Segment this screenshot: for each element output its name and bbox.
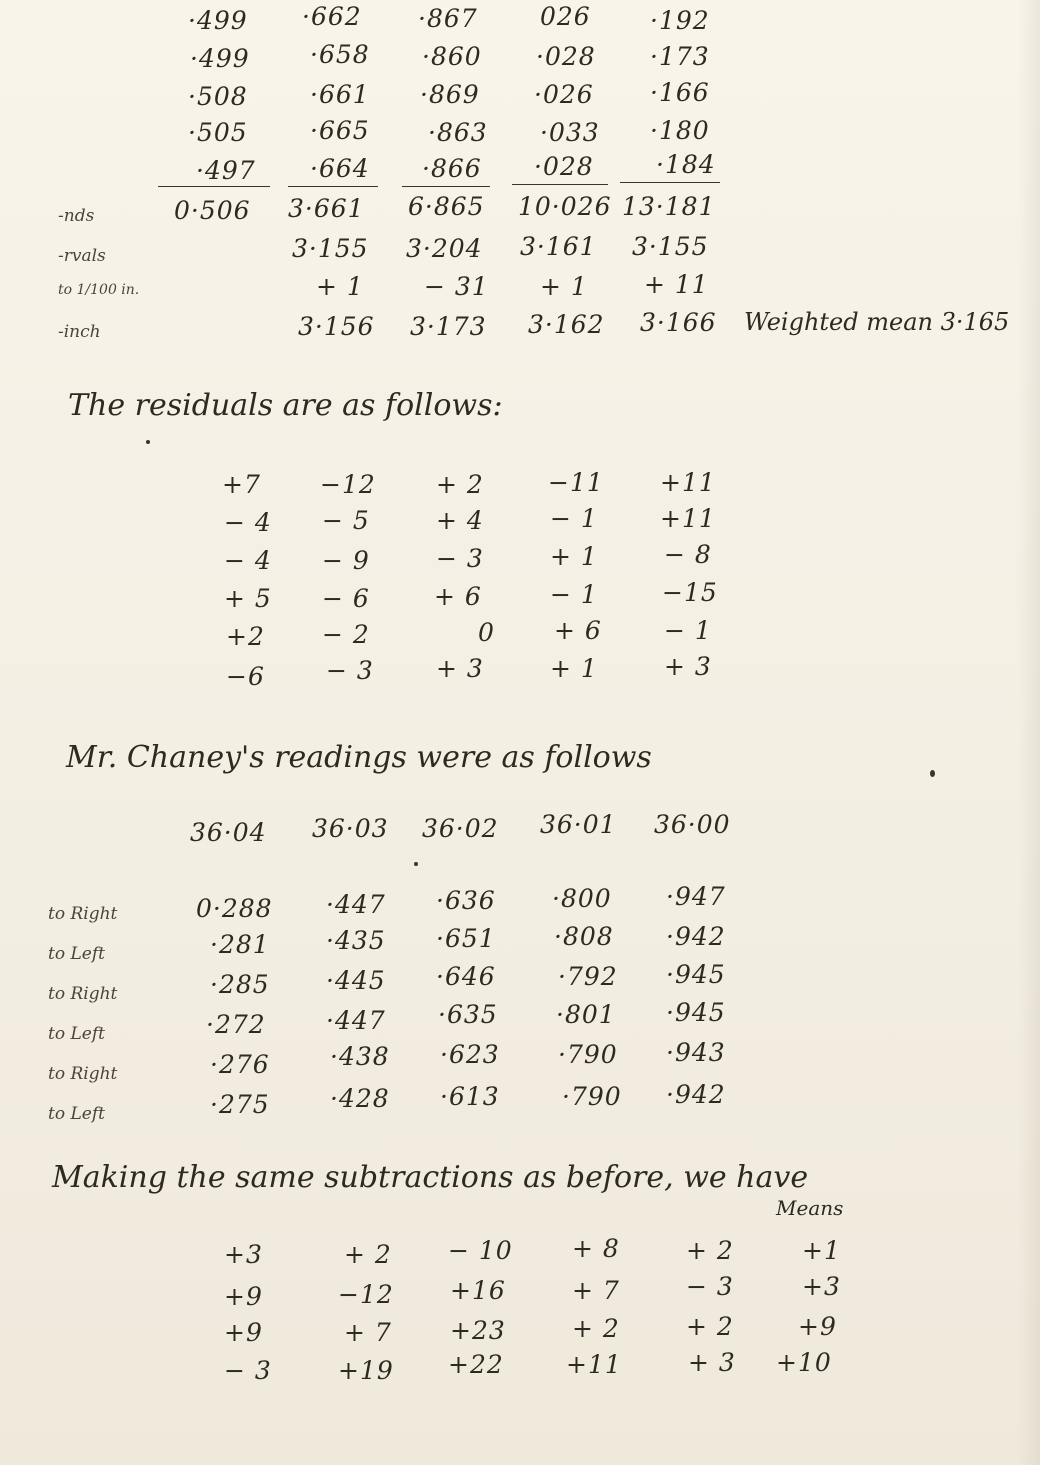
cell: + 1 — [550, 654, 598, 683]
cell: + 2 — [344, 1240, 392, 1269]
cell: − 1 — [664, 616, 712, 645]
cell: ·867 — [418, 4, 478, 33]
cell: −12 — [338, 1280, 394, 1309]
cell: ·869 — [420, 80, 480, 109]
column-header: 36·02 — [422, 814, 499, 843]
cell: + 1 — [550, 542, 598, 571]
cell: + 1 — [316, 272, 364, 301]
cell: − 10 — [448, 1236, 513, 1265]
mean-cell: +10 — [776, 1348, 832, 1377]
cell: 3·155 — [632, 232, 709, 261]
cell: − 6 — [322, 584, 370, 613]
column-header: 36·00 — [654, 810, 731, 839]
cell: ·184 — [656, 150, 716, 179]
cell: − 1 — [550, 580, 598, 609]
cell: ·665 — [310, 116, 370, 145]
cell: +23 — [450, 1316, 506, 1345]
cell: ·445 — [326, 966, 386, 995]
cell: − 2 — [322, 620, 370, 649]
cell: ·272 — [206, 1010, 266, 1039]
cell: +9 — [224, 1282, 263, 1311]
sum-rule — [512, 184, 608, 185]
cell: ·173 — [650, 42, 710, 71]
cell: − 3 — [686, 1272, 734, 1301]
cell: − 3 — [224, 1356, 272, 1385]
cell: ·945 — [666, 960, 726, 989]
cell: ·947 — [666, 882, 726, 911]
cell: ·428 — [330, 1084, 390, 1113]
row-label: to Right — [48, 1064, 118, 1084]
cell: 3·161 — [520, 232, 597, 261]
cell: +22 — [448, 1350, 504, 1379]
ink-dot — [930, 770, 935, 777]
mean-cell: +1 — [802, 1236, 841, 1265]
ink-dot — [414, 862, 418, 866]
residuals-heading: The residuals are as follows: — [68, 388, 503, 423]
cell: + 2 — [572, 1314, 620, 1343]
cell: ·801 — [556, 1000, 616, 1029]
cell: 3·162 — [528, 310, 605, 339]
cell: ·497 — [196, 156, 256, 185]
cell: ·180 — [650, 116, 710, 145]
cell: ·192 — [650, 6, 710, 35]
cell: − 1 — [550, 504, 598, 533]
cell: 3·166 — [640, 308, 717, 337]
cell: ·790 — [562, 1082, 622, 1111]
cell: +11 — [660, 504, 716, 533]
ink-dot — [146, 440, 150, 444]
row-label: to Left — [48, 1024, 105, 1044]
cell: ·447 — [326, 1006, 386, 1035]
cell: ·435 — [326, 926, 386, 955]
cell: ·635 — [438, 1000, 498, 1029]
cell: ·662 — [302, 2, 362, 31]
chaney-heading: Mr. Chaney's readings were as follows — [66, 740, 652, 775]
cell: +9 — [224, 1318, 263, 1347]
cell: 10·026 — [518, 192, 612, 221]
cell: ·281 — [210, 930, 270, 959]
cell: ·808 — [554, 922, 614, 951]
cell: + 8 — [572, 1234, 620, 1263]
cell: ·028 — [534, 152, 594, 181]
cell: ·033 — [540, 118, 600, 147]
row-label: -inch — [58, 322, 101, 342]
column-header: 36·04 — [190, 818, 267, 847]
cell: − 3 — [436, 544, 484, 573]
cell: 0·288 — [196, 894, 273, 923]
cell: − 3 — [326, 656, 374, 685]
cell: + 1 — [540, 272, 588, 301]
cell: ·276 — [210, 1050, 270, 1079]
cell: +11 — [566, 1350, 622, 1379]
cell: ·664 — [310, 154, 370, 183]
cell: ·636 — [436, 886, 496, 915]
sum-rule — [402, 186, 490, 187]
cell: ·028 — [536, 42, 596, 71]
cell: − 4 — [224, 508, 272, 537]
means-label: Means — [776, 1196, 844, 1220]
row-label: to Left — [48, 1104, 105, 1124]
cell: ·942 — [666, 922, 726, 951]
cell: +3 — [224, 1240, 263, 1269]
row-label: to Right — [48, 984, 118, 1004]
cell: ·026 — [534, 80, 594, 109]
cell: +7 — [222, 470, 261, 499]
cell: 3·155 — [292, 234, 369, 263]
cell: −12 — [320, 470, 376, 499]
cell: 026 — [540, 2, 591, 31]
page-edge-shadow — [1018, 0, 1040, 1465]
cell: 13·181 — [622, 192, 716, 221]
cell: + 3 — [688, 1348, 736, 1377]
sum-rule — [158, 186, 270, 187]
cell: ·623 — [440, 1040, 500, 1069]
cell: − 9 — [322, 546, 370, 575]
cell: 3·173 — [410, 312, 487, 341]
cell: ·438 — [330, 1042, 390, 1071]
cell: ·646 — [436, 962, 496, 991]
cell: ·275 — [210, 1090, 270, 1119]
cell: − 31 — [424, 272, 489, 301]
cell: + 11 — [644, 270, 709, 299]
row-label: to Right — [48, 904, 118, 924]
cell: ·651 — [436, 924, 496, 953]
cell: ·499 — [188, 6, 248, 35]
cell: ·790 — [558, 1040, 618, 1069]
cell: + 4 — [436, 506, 484, 535]
cell: +16 — [450, 1276, 506, 1305]
cell: + 3 — [436, 654, 484, 683]
cell: − 5 — [322, 506, 370, 535]
cell: + 2 — [436, 470, 484, 499]
cell: ·800 — [552, 884, 612, 913]
cell: ·505 — [188, 118, 248, 147]
cell: −11 — [548, 468, 604, 497]
cell: − 4 — [224, 546, 272, 575]
mean-cell: +9 — [798, 1312, 837, 1341]
cell: ·943 — [666, 1038, 726, 1067]
cell: 6·865 — [408, 192, 485, 221]
row-label: -nds — [58, 206, 95, 226]
cell: ·866 — [422, 154, 482, 183]
cell: ·792 — [558, 962, 618, 991]
cell: 0·506 — [174, 196, 251, 225]
sum-rule — [620, 182, 720, 183]
cell: + 6 — [434, 582, 482, 611]
cell: + 6 — [554, 616, 602, 645]
cell: −6 — [226, 662, 265, 691]
cell: ·508 — [188, 82, 248, 111]
column-header: 36·01 — [540, 810, 617, 839]
cell: ·285 — [210, 970, 270, 999]
subtractions-heading: Making the same subtractions as before, we have — [52, 1160, 809, 1195]
sum-rule — [288, 186, 378, 187]
cell: ·661 — [310, 80, 370, 109]
cell: +19 — [338, 1356, 394, 1385]
cell: ·942 — [666, 1080, 726, 1109]
row-label: -rvals — [58, 246, 106, 266]
cell: ·860 — [422, 42, 482, 71]
cell: + 7 — [572, 1276, 620, 1305]
cell: ·499 — [190, 44, 250, 73]
cell: − 8 — [664, 540, 712, 569]
cell: ·447 — [326, 890, 386, 919]
cell: + 2 — [686, 1236, 734, 1265]
cell: ·166 — [650, 78, 710, 107]
cell: ·945 — [666, 998, 726, 1027]
cell: + 7 — [344, 1318, 392, 1347]
cell: ·658 — [310, 40, 370, 69]
cell: + 3 — [664, 652, 712, 681]
cell: 3·204 — [406, 234, 483, 263]
weighted-mean-note: Weighted mean 3·165 — [744, 308, 1010, 336]
cell: + 5 — [224, 584, 272, 613]
cell: + 2 — [686, 1312, 734, 1341]
row-label: to Left — [48, 944, 105, 964]
mean-cell: +3 — [802, 1272, 841, 1301]
cell: 3·156 — [298, 312, 375, 341]
cell: 0 — [478, 618, 495, 647]
cell: +2 — [226, 622, 265, 651]
cell: ·863 — [428, 118, 488, 147]
cell: +11 — [660, 468, 716, 497]
cell: 3·661 — [288, 194, 365, 223]
cell: −15 — [662, 578, 718, 607]
row-label: to 1/100 in. — [58, 282, 140, 298]
column-header: 36·03 — [312, 814, 389, 843]
cell: ·613 — [440, 1082, 500, 1111]
